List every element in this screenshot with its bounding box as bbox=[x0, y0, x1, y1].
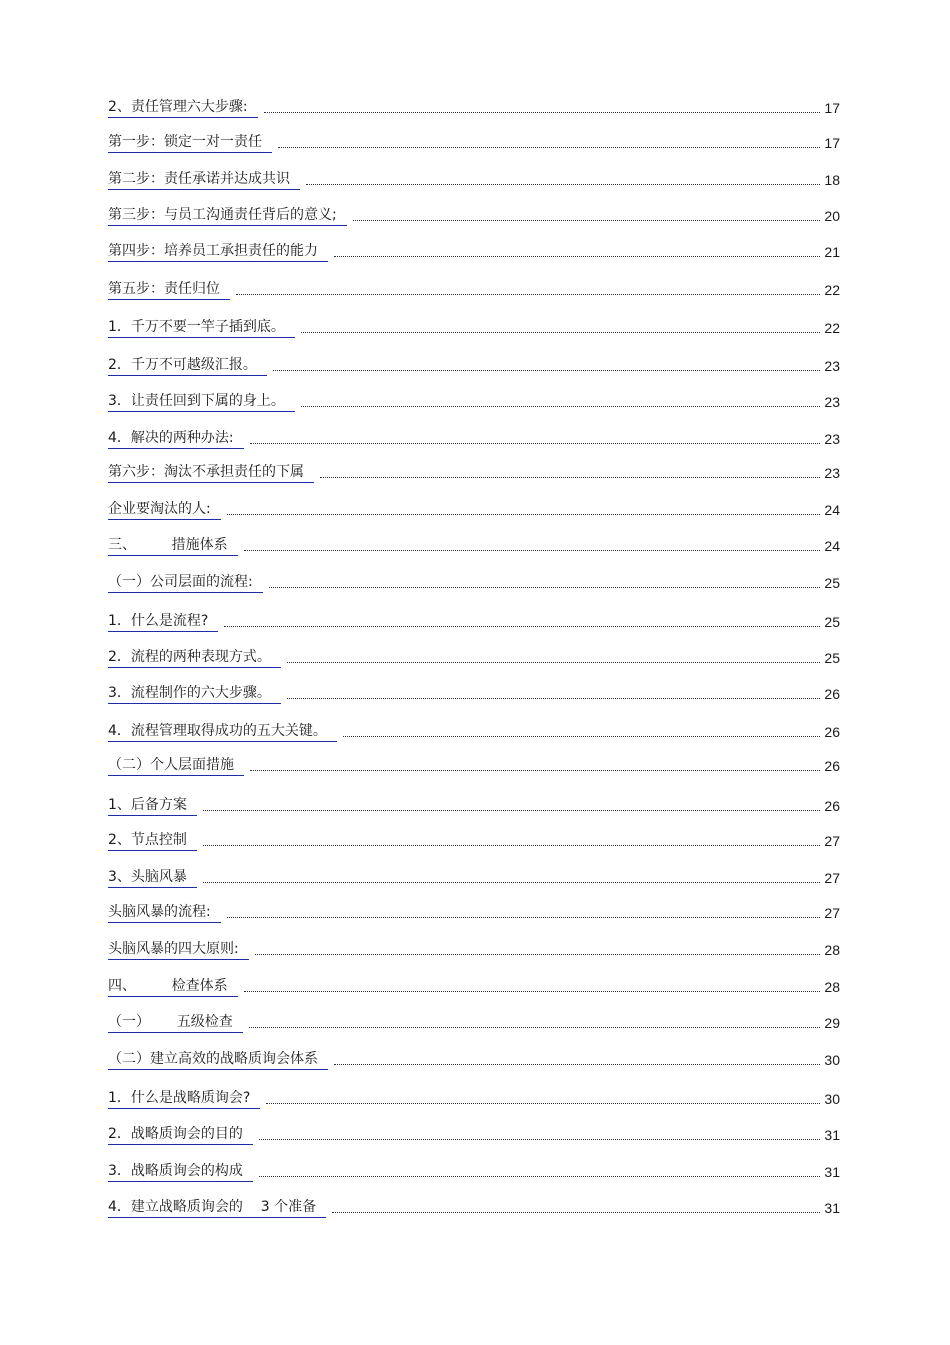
toc-entry-page-number: 26 bbox=[824, 798, 840, 814]
dot-leader bbox=[244, 990, 821, 992]
dot-leader bbox=[320, 476, 820, 478]
toc-entry[interactable] bbox=[108, 498, 840, 520]
toc-entry-page-number: 24 bbox=[824, 502, 840, 518]
toc-entry[interactable] bbox=[108, 866, 840, 888]
toc-entry-page-number: 27 bbox=[824, 833, 840, 849]
toc-entry-title: 1．什么是流程? bbox=[108, 612, 218, 632]
dot-leader bbox=[249, 1026, 821, 1028]
toc-entry-page-number: 21 bbox=[824, 244, 840, 260]
dot-leader bbox=[301, 405, 821, 407]
toc-entry-title: 第三步：与员工沟通责任背后的意义; bbox=[108, 206, 347, 226]
toc-entry-page-number: 31 bbox=[824, 1127, 840, 1143]
dot-leader bbox=[224, 625, 820, 627]
toc-entry[interactable] bbox=[108, 1011, 840, 1033]
dot-leader bbox=[259, 1138, 821, 1140]
dot-leader bbox=[227, 916, 821, 918]
toc-entry-page-number: 22 bbox=[824, 320, 840, 336]
dot-leader bbox=[250, 769, 820, 771]
dot-leader bbox=[306, 183, 820, 185]
dot-leader bbox=[273, 369, 821, 371]
toc-entry-title: 四、 检查体系 bbox=[108, 977, 238, 997]
toc-entry-page-number: 23 bbox=[824, 394, 840, 410]
toc-entry[interactable] bbox=[108, 1087, 840, 1109]
toc-entry-page-number: 23 bbox=[824, 431, 840, 447]
dot-leader bbox=[287, 697, 821, 699]
dot-leader bbox=[269, 586, 821, 588]
toc-entry[interactable] bbox=[108, 390, 840, 412]
dot-leader bbox=[343, 735, 821, 737]
toc-entry-page-number: 26 bbox=[824, 724, 840, 740]
toc-entry[interactable] bbox=[108, 720, 840, 742]
toc-entry-title: 第二步：责任承诺并达成共识 bbox=[108, 170, 300, 190]
toc-entry[interactable] bbox=[108, 1196, 840, 1218]
toc-entry-page-number: 26 bbox=[824, 686, 840, 702]
toc-entry[interactable] bbox=[108, 610, 840, 632]
dot-leader bbox=[334, 1063, 820, 1065]
toc-entry-title: 3．战略质询会的构成 bbox=[108, 1162, 253, 1182]
toc-entry-title: （二）建立高效的战略质询会体系 bbox=[108, 1050, 328, 1070]
toc-entry[interactable] bbox=[108, 461, 840, 483]
toc-entry-page-number: 25 bbox=[824, 614, 840, 630]
toc-entry-title: 企业要淘汰的人: bbox=[108, 500, 221, 520]
toc-entry-title: 第四步：培养员工承担责任的能力 bbox=[108, 242, 328, 262]
toc-entry-page-number: 28 bbox=[824, 942, 840, 958]
toc-entry-page-number: 23 bbox=[824, 358, 840, 374]
toc-entry[interactable] bbox=[108, 975, 840, 997]
dot-leader bbox=[278, 146, 820, 148]
dot-leader bbox=[266, 1102, 820, 1104]
toc-entry[interactable] bbox=[108, 901, 840, 923]
toc-entry-page-number: 28 bbox=[824, 979, 840, 995]
toc-entry-title: （二）个人层面措施 bbox=[108, 756, 244, 776]
dot-leader bbox=[264, 111, 821, 113]
toc-entry-page-number: 17 bbox=[824, 100, 840, 116]
dot-leader bbox=[203, 809, 821, 811]
toc-entry-title: 1．千万不要一竿子插到底。 bbox=[108, 318, 295, 338]
toc-entry-page-number: 24 bbox=[824, 538, 840, 554]
toc-entry-title: 第六步：淘汰不承担责任的下属 bbox=[108, 463, 314, 483]
toc-entry-page-number: 27 bbox=[824, 905, 840, 921]
toc-entry-page-number: 30 bbox=[824, 1091, 840, 1107]
dot-leader bbox=[244, 549, 821, 551]
toc-entry-title: 3、头脑风暴 bbox=[108, 868, 197, 888]
toc-entry-title: 4．流程管理取得成功的五大关键。 bbox=[108, 722, 337, 742]
toc-entry-title: 2、节点控制 bbox=[108, 831, 197, 851]
dot-leader bbox=[227, 513, 821, 515]
toc-entry[interactable] bbox=[108, 1123, 840, 1145]
toc-entry[interactable] bbox=[108, 427, 840, 449]
dot-leader bbox=[353, 219, 821, 221]
dot-leader bbox=[332, 1211, 820, 1213]
toc-entry-title: 2、责任管理六大步骤: bbox=[108, 98, 258, 118]
toc-entry[interactable] bbox=[108, 204, 840, 226]
toc-entry-title: 头脑风暴的流程: bbox=[108, 903, 221, 923]
toc-entry-title: 2．战略质询会的目的 bbox=[108, 1125, 253, 1145]
dot-leader bbox=[203, 844, 821, 846]
dot-leader bbox=[250, 442, 821, 444]
dot-leader bbox=[301, 331, 821, 333]
toc-entry-title: 3．流程制作的六大步骤。 bbox=[108, 684, 281, 704]
toc-entry-title: 4．建立战略质询会的 3 个准备 bbox=[108, 1198, 326, 1218]
dot-leader bbox=[236, 293, 820, 295]
toc-entry-page-number: 18 bbox=[824, 172, 840, 188]
toc-entry-title: 2．千万不可越级汇报。 bbox=[108, 356, 267, 376]
toc-entry[interactable] bbox=[108, 754, 840, 776]
toc-entry[interactable] bbox=[108, 131, 840, 153]
toc-entry[interactable] bbox=[108, 829, 840, 851]
toc-entry[interactable] bbox=[108, 354, 840, 376]
toc-entry-page-number: 17 bbox=[824, 135, 840, 151]
toc-entry[interactable] bbox=[108, 278, 840, 300]
toc-entry-page-number: 20 bbox=[824, 208, 840, 224]
toc-entry-page-number: 29 bbox=[824, 1015, 840, 1031]
toc-entry[interactable] bbox=[108, 168, 840, 190]
toc-entry-title: 3．让责任回到下属的身上。 bbox=[108, 392, 295, 412]
toc-entry[interactable] bbox=[108, 534, 840, 556]
toc-entry-title: 三、 措施体系 bbox=[108, 536, 238, 556]
toc-entry-title: 头脑风暴的四大原则: bbox=[108, 940, 249, 960]
toc-entry[interactable] bbox=[108, 682, 840, 704]
toc-entry[interactable] bbox=[108, 1160, 840, 1182]
toc-entry-title: 4．解决的两种办法: bbox=[108, 429, 244, 449]
toc-entry-page-number: 27 bbox=[824, 870, 840, 886]
toc-entry[interactable] bbox=[108, 646, 840, 668]
dot-leader bbox=[334, 255, 820, 257]
toc-entry-page-number: 25 bbox=[824, 650, 840, 666]
dot-leader bbox=[203, 881, 821, 883]
dot-leader bbox=[255, 953, 821, 955]
dot-leader bbox=[287, 661, 821, 663]
toc-entry[interactable] bbox=[108, 96, 840, 118]
toc-entry-title: （一） 五级检查 bbox=[108, 1013, 243, 1033]
dot-leader bbox=[259, 1175, 821, 1177]
toc-entry[interactable] bbox=[108, 938, 840, 960]
toc-entry-page-number: 25 bbox=[824, 575, 840, 591]
toc-entry[interactable] bbox=[108, 240, 840, 262]
toc-entry-page-number: 31 bbox=[824, 1164, 840, 1180]
toc-entry-title: 第一步：锁定一对一责任 bbox=[108, 133, 272, 153]
toc-entry-page-number: 26 bbox=[824, 758, 840, 774]
toc-entry[interactable] bbox=[108, 794, 840, 816]
toc-entry-title: 1．什么是战略质询会? bbox=[108, 1089, 260, 1109]
toc-entry-title: 第五步：责任归位 bbox=[108, 280, 230, 300]
toc-entry[interactable] bbox=[108, 571, 840, 593]
toc-entry-page-number: 31 bbox=[824, 1200, 840, 1216]
toc-entry[interactable] bbox=[108, 1048, 840, 1070]
toc-entry[interactable] bbox=[108, 316, 840, 338]
toc-entry-page-number: 22 bbox=[824, 282, 840, 298]
toc-entry-title: 2．流程的两种表现方式。 bbox=[108, 648, 281, 668]
toc-entry-page-number: 30 bbox=[824, 1052, 840, 1068]
toc-entry-page-number: 23 bbox=[824, 465, 840, 481]
toc-entry-title: （一）公司层面的流程: bbox=[108, 573, 263, 593]
toc-entry-title: 1、后备方案 bbox=[108, 796, 197, 816]
